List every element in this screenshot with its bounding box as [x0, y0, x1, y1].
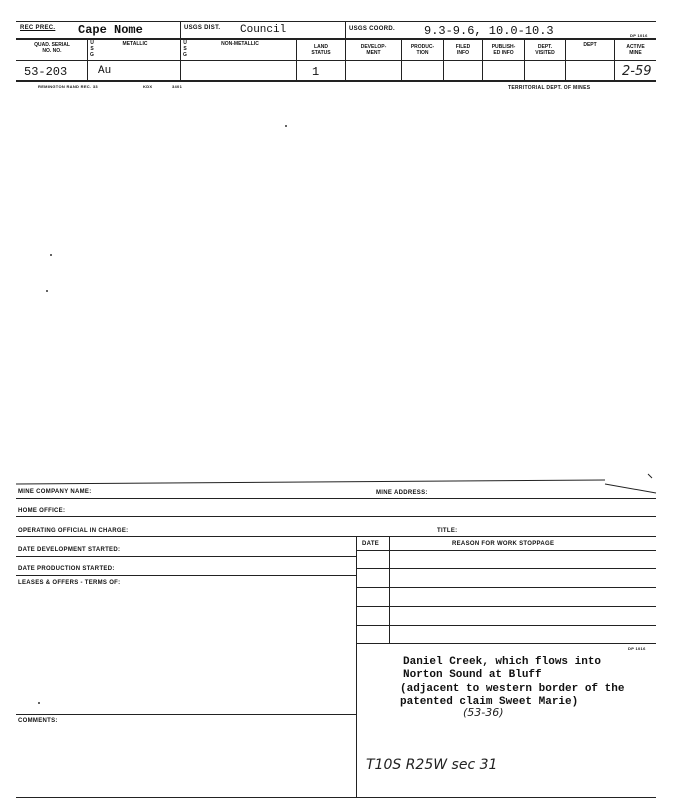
top-border	[16, 21, 656, 22]
footer-left: REMINGTON RAND REC. 33	[38, 84, 98, 89]
home-office-label: HOME OFFICE:	[18, 508, 66, 514]
col-metallic-codes: U S G	[90, 40, 94, 58]
rule-home-office	[16, 516, 656, 517]
column-header-divider	[16, 60, 656, 61]
col-dept-visited: DEPT. VISITED	[535, 44, 555, 56]
header-row-divider	[16, 38, 656, 40]
scan-speck	[285, 125, 287, 127]
rule-prod	[16, 575, 356, 576]
col-nonmetallic-codes: U S G	[183, 40, 187, 58]
col-active-mine: ACTIVE MINE	[626, 44, 645, 56]
footer-right: TERRITORIAL DEPT. OF MINES	[508, 85, 591, 91]
vrule-c1	[87, 38, 88, 80]
footer-mid1: KDX	[143, 84, 153, 89]
date-development-label: DATE DEVELOPMENT STARTED:	[18, 547, 121, 553]
rule-dev	[16, 556, 356, 557]
rec-prec-value: Cape Nome	[78, 23, 143, 37]
card-top-edge	[0, 470, 678, 500]
stoppage-row-1	[356, 568, 656, 569]
rule-official	[16, 536, 656, 537]
date-production-label: DATE PRODUCTION STARTED:	[18, 566, 115, 572]
scan-speck	[38, 702, 40, 704]
comments-label: COMMENTS:	[18, 718, 58, 724]
handwritten-location: T10S R25W sec 31	[366, 757, 498, 773]
record-land-status: 1	[312, 65, 320, 79]
reason-column-header: REASON FOR WORK STOPPAGE	[452, 541, 555, 547]
rule-company	[16, 498, 656, 499]
col-production: PRODUC- TION	[410, 44, 435, 56]
date-col-border	[389, 536, 390, 644]
operating-official-label: OPERATING OFFICIAL IN CHARGE:	[18, 528, 129, 534]
mine-address-label: MINE ADDRESS:	[376, 490, 428, 496]
note-line-2: Norton Sound at Bluff	[403, 669, 542, 681]
scan-speck	[46, 290, 48, 292]
date-column-header: DATE	[362, 541, 380, 547]
col-dept: DEPT	[583, 42, 597, 48]
note-line-3: (adjacent to western border of the	[400, 683, 625, 695]
note-reference: (53-36)	[463, 706, 504, 719]
title-label: TITLE:	[437, 528, 458, 534]
form-number-mid: DP 1016	[628, 646, 646, 651]
col-nonmetallic: NON-METALLIC	[221, 41, 259, 47]
col-quad-serial: QUAD. SERIAL NO. NO.	[34, 42, 70, 54]
form-number-top: DP 1016	[630, 33, 648, 38]
usgs-coord-value: 9.3-9.6, 10.0-10.3	[424, 24, 554, 38]
usgs-dist-value: Council	[240, 24, 287, 36]
col-published-info: PUBLISH- ED INFO	[491, 44, 516, 56]
stoppage-row-3	[356, 606, 656, 607]
col-land-status: LAND STATUS	[311, 44, 331, 56]
stoppage-header-rule	[356, 550, 656, 551]
record-active-mine: 2-59	[622, 64, 652, 79]
card-bottom-rule	[16, 797, 656, 798]
record-metallic: Au	[98, 65, 112, 77]
stoppage-row-4	[356, 625, 656, 626]
col-metallic: METALLIC	[122, 41, 148, 47]
usgs-dist-label: USGS DIST.	[184, 25, 221, 31]
usgs-coord-label: USGS COORD.	[349, 26, 395, 32]
stoppage-row-5	[356, 643, 656, 644]
leases-offers-label: LEASES & OFFERS - TERMS OF:	[18, 580, 121, 586]
record-bottom-rule	[16, 80, 656, 82]
note-line-4: patented claim Sweet Marie)	[400, 696, 579, 708]
rule-leases-bottom	[16, 714, 356, 715]
record-quad-serial: 53-203	[24, 65, 68, 79]
scan-speck	[50, 254, 52, 256]
note-line-1: Daniel Creek, which flows into	[403, 656, 602, 668]
mine-company-name-label: MINE COMPANY NAME:	[18, 489, 92, 495]
col-development: DEVELOP- MENT	[360, 44, 387, 56]
rec-prec-label: REC PREC.	[20, 25, 56, 31]
footer-mid2: 3401	[172, 84, 183, 89]
col-filed-info: FILED INFO	[455, 44, 471, 56]
stoppage-row-2	[356, 587, 656, 588]
vrule-1	[180, 21, 181, 80]
table-left-border	[356, 536, 357, 798]
